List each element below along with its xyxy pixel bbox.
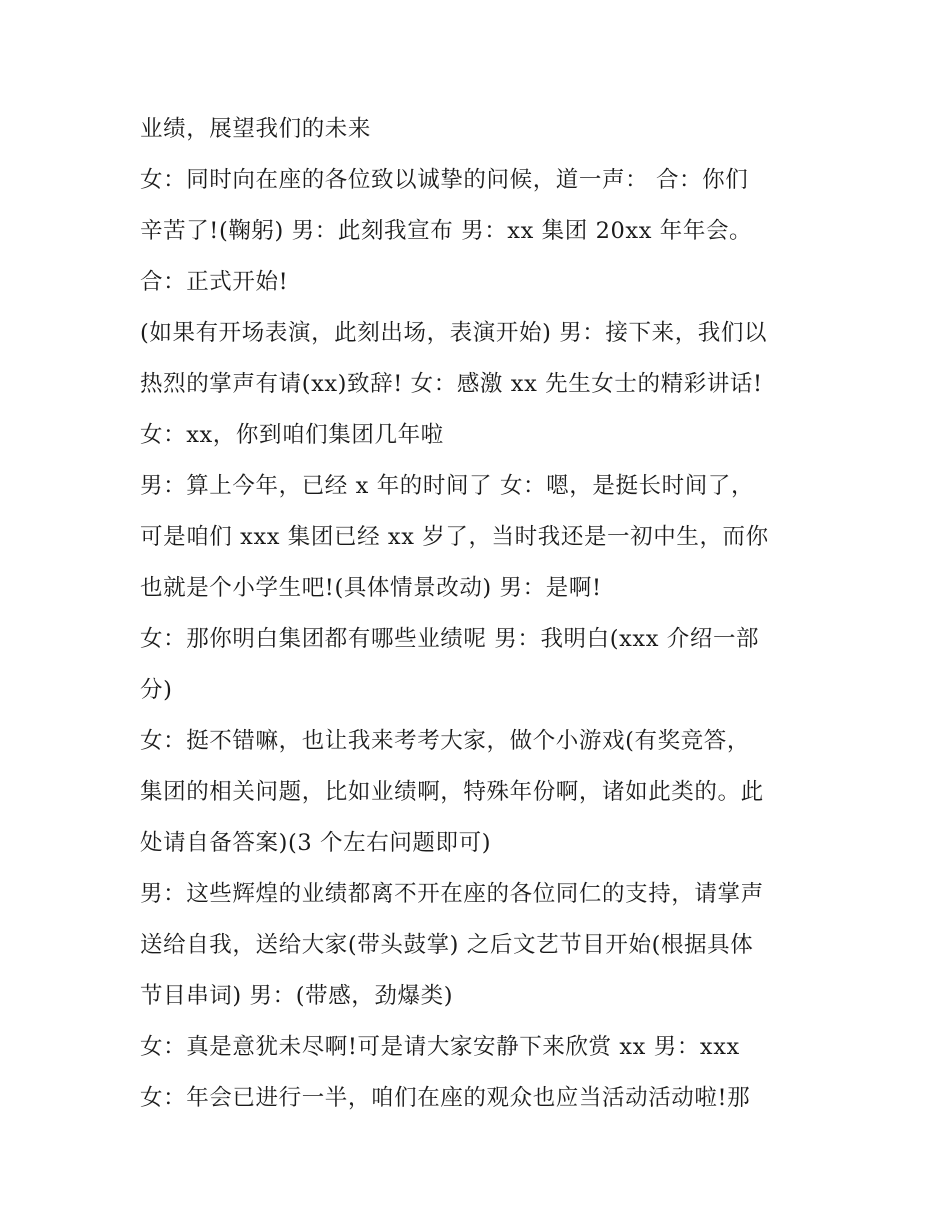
text-line-15: 处请自备答案)(3 个左右问题即可) (140, 830, 492, 856)
text-line-1: 业绩，展望我们的未来 (140, 116, 372, 142)
text-line-12: 分) (140, 677, 173, 703)
text-line-5: (如果有开场表演，此刻出场，表演开始) 男：接下来，我们以 (140, 320, 768, 346)
document-body (140, 104, 840, 1124)
text-line-11: 女：那你明白集团都有哪些业绩呢 男：我明白(xxx 介绍一部 (140, 626, 760, 652)
text-line-2: 女：同时向在座的各位致以诚挚的问候，道一声： 合：你们 (140, 167, 749, 193)
text-line-4: 合：正式开始! (140, 269, 289, 295)
text-line-17: 送给自我，送给大家(带头鼓掌) 之后文艺节目开始(根据具体 (140, 932, 754, 958)
text-line-8: 男：算上今年，已经 x 年的时间了 女：嗯，是挺长时间了， (140, 473, 755, 499)
text-line-20: 女：年会已进行一半，咱们在座的观众也应当活动活动啦!那 (140, 1085, 751, 1111)
text-line-10: 也就是个小学生吧!(具体情景改动) 男：是啊! (140, 575, 602, 601)
text-line-18: 节目串词) 男：(带感，劲爆类) (140, 983, 454, 1009)
text-line-9: 可是咱们 xxx 集团已经 xx 岁了，当时我还是一初中生，而你 (140, 524, 769, 550)
text-line-14: 集团的相关问题，比如业绩啊，特殊年份啊，诸如此类的。此 (140, 779, 764, 805)
text-line-3: 辛苦了!(鞠躬) 男：此刻我宣布 男：xx 集团 20xx 年年会。 (140, 218, 753, 244)
text-line-19: 女：真是意犹未尽啊!可是请大家安静下来欣赏 xx 男：xxx (140, 1034, 740, 1060)
text-line-13: 女：挺不错嘛，也让我来考考大家，做个小游戏(有奖竞答， (140, 728, 750, 754)
text-line-7: 女：xx，你到咱们集团几年啦 (140, 422, 444, 448)
text-line-16: 男：这些辉煌的业绩都离不开在座的各位同仁的支持，请掌声 (140, 881, 764, 907)
text-line-6: 热烈的掌声有请(xx)致辞! 女：感激 xx 先生女士的精彩讲话! (140, 371, 763, 397)
